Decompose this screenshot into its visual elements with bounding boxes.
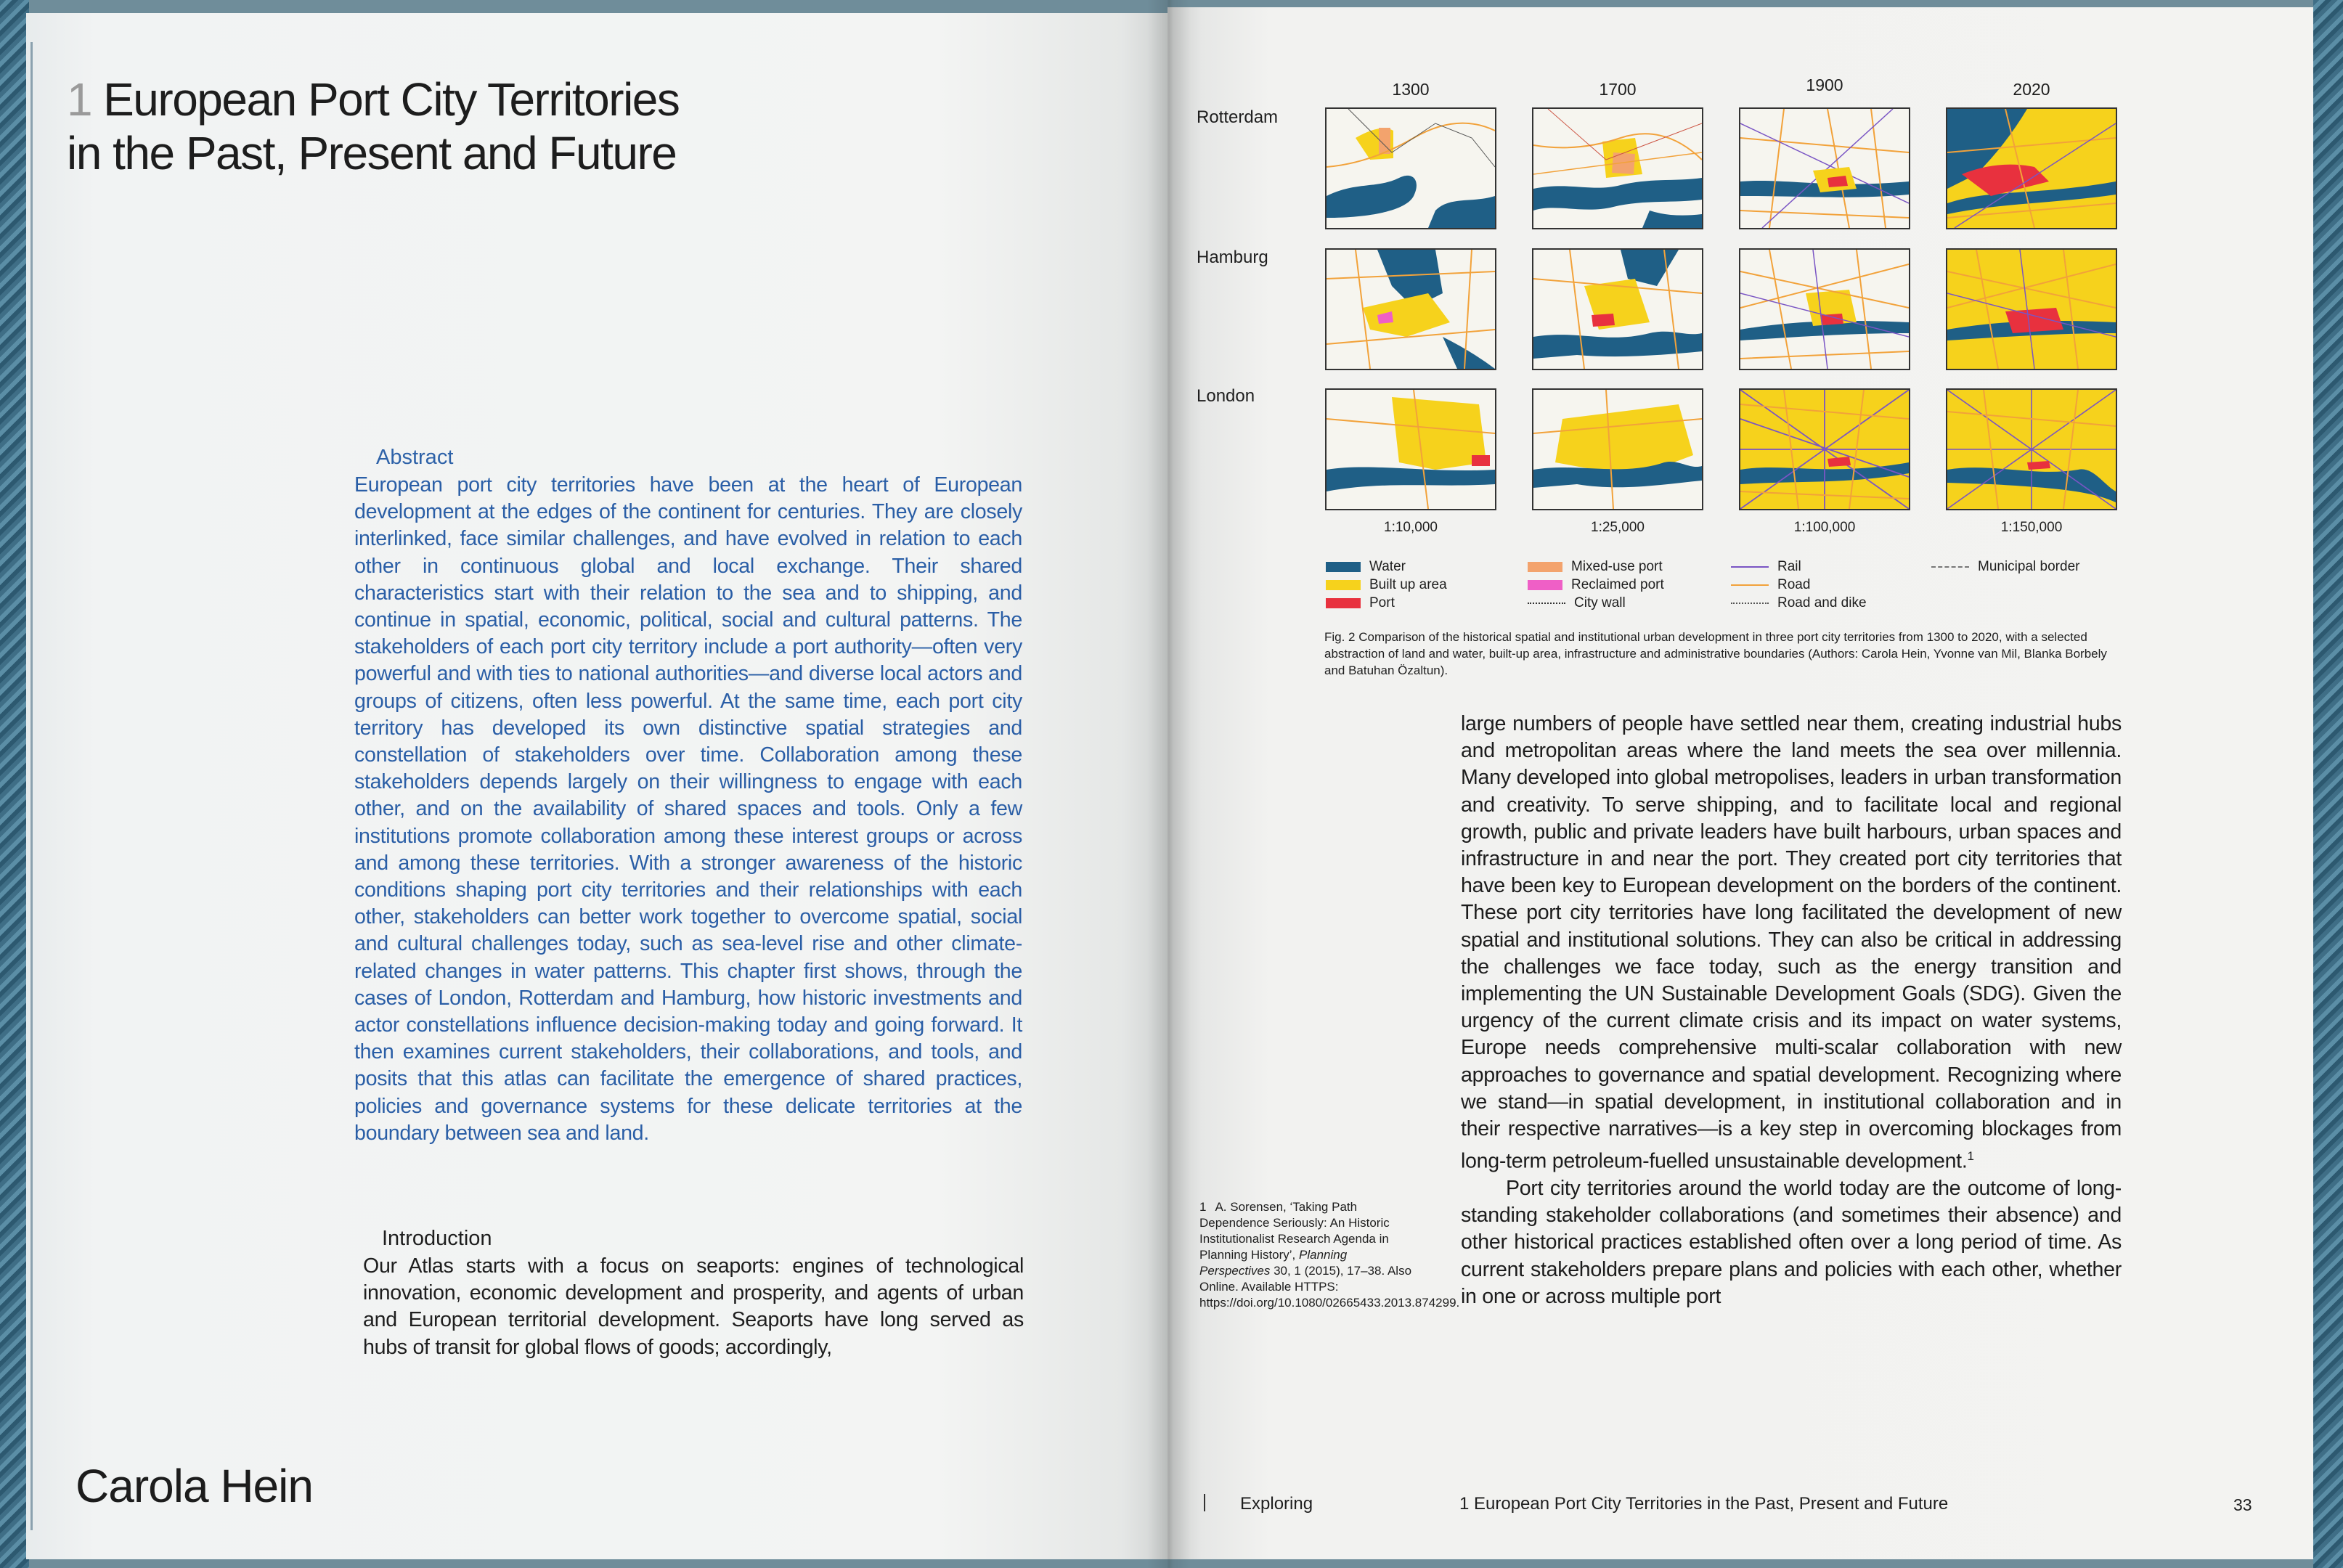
cover-edge-left: [0, 0, 29, 1568]
map-rotterdam-1700: [1532, 107, 1703, 229]
footnote-reference: 1: [1967, 1149, 1974, 1164]
map-london-1700: [1532, 388, 1703, 510]
legend-mixed-use: [1528, 558, 1664, 576]
paragraph-2: Port city territories around the world today are the outcome of long-standing stakeholder collaborations (and sometimes their absence) and other historical practices established often over a long period of time. As current stakeholders prepare plans and policies with each other, whether in one or across multiple port: [1461, 1176, 2122, 1308]
chapter-title-line-2: in the Past, Present and Future: [67, 127, 677, 179]
footer-section: Exploring: [1240, 1494, 1313, 1514]
paragraph-1-text: large numbers of people have settled near them, creating industrial hubs and metropolitan areas where the land meets the sea over millennia. Many developed into global metropolises, leaders in urban transformation and creativity. To serve shipping, and to facilitate local and regional growth, public and private leaders have built harbours, urban spaces and infrastructure in and near the port. They created port city territories that have been key to European development on the borders of the continent. These port city territories have long facilitated the development of new spatial and institutional solutions. They can also be critical in addressing the challenges we face today, such as the energy transition and implementing the UN Sustainable Development Goals (SDG). Given the urgency of the current climate crisis and its impact on water systems, Europe needs comprehensive multi-scalar collaboration with new approaches to governance and spatial development. Recognizing where we stand—in spatial development, in institutional collaboration and in their respective narratives—is a key step in overcoming blockages from long-term petroleum-fuelled unsustainable development.: [1461, 712, 2122, 1173]
map-rotterdam-1900: [1739, 107, 1910, 229]
map-hamburg-1900: [1739, 248, 1910, 370]
introduction-heading: Introduction: [382, 1227, 492, 1250]
legend-column-1: [1326, 558, 1447, 612]
year-label-1300: 1300: [1392, 80, 1430, 99]
map-rotterdam-2020: [1946, 107, 2117, 229]
introduction-text: Our Atlas starts with a focus on seaports: engines of technological innovation, economic development and prosperity, and agents of urban and European territorial development. Seaports have long served as hubs of transit for global flows of goods; accordingly,: [363, 1254, 1024, 1359]
right-page-body: [1461, 711, 2122, 1310]
reclaimed-swatch: [1528, 580, 1562, 590]
city-label-london: London: [1197, 386, 1255, 406]
footnote-journal: Planning Perspectives: [1199, 1248, 1348, 1278]
legend-rail: [1731, 558, 1867, 576]
port-swatch: [1326, 598, 1361, 608]
map-london-1900: [1739, 388, 1910, 510]
city-wall-swatch: [1528, 603, 1565, 604]
legend-port: [1326, 594, 1447, 612]
city-label-hamburg: Hamburg: [1197, 248, 1268, 267]
legend-reclaimed: [1528, 576, 1664, 594]
water-swatch: [1326, 562, 1361, 572]
municipal-swatch: [1931, 566, 1969, 568]
map-london-1300: [1325, 388, 1496, 510]
legend-water: [1326, 558, 1447, 576]
abstract-heading: Abstract: [376, 446, 454, 469]
legend-column-4: [1931, 558, 2079, 576]
mixed-use-swatch: [1528, 562, 1562, 572]
legend-water-label: Water: [1369, 559, 1406, 574]
footnote: [1199, 1199, 1460, 1311]
map-hamburg-1700: [1532, 248, 1703, 370]
map-hamburg-1300: [1325, 248, 1496, 370]
legend-city-wall-label: City wall: [1574, 595, 1626, 611]
cover-edge-right: [2313, 0, 2343, 1568]
year-label-1900: 1900: [1806, 75, 1843, 94]
year-label-2020: 2020: [2013, 80, 2050, 99]
map-rotterdam-1300: [1325, 107, 1496, 229]
scale-label-2020: 1:150,000: [2000, 520, 2063, 535]
legend-road-dike-label: Road and dike: [1777, 595, 1867, 611]
paragraph-1: [1461, 711, 2122, 1175]
scale-label-1700: 1:25,000: [1591, 520, 1645, 535]
road-swatch: [1731, 584, 1769, 586]
built-up-swatch: [1326, 580, 1361, 590]
legend-column-2: [1528, 558, 1664, 612]
legend-municipal: [1931, 558, 2079, 576]
rail-swatch: [1731, 566, 1769, 568]
legend-rail-label: Rail: [1777, 559, 1801, 574]
legend-built-up-label: Built up area: [1369, 577, 1447, 592]
chapter-title: [67, 73, 679, 180]
footnote-text-a: A. Sorensen, ‘Taking Path Dependence Seriously: An Historic Institutionalist Research Agenda in Planning History’,: [1199, 1200, 1390, 1262]
city-label-rotterdam: Rotterdam: [1197, 107, 1279, 127]
page-number: 33: [2233, 1495, 2252, 1514]
chapter-number: 1: [67, 73, 92, 126]
footer-chapter: 1 European Port City Territories in the Past, Present and Future: [1459, 1494, 1949, 1514]
map-london-2020: [1946, 388, 2117, 510]
footnote-number: 1: [1199, 1200, 1207, 1214]
legend-road: [1731, 576, 1867, 594]
figure-caption: Fig. 2 Comparison of the historical spatial and institutional urban development in three port city territories from 1300 to 2020, with a selected abstraction of land and water, built-up area, infrastructure and administrative boundaries (Authors: Carola Hein, Yvonne van Mil, Blanka Borbely and Batuhan Özaltun).: [1324, 630, 2107, 677]
scale-label-1300: 1:10,000: [1384, 520, 1438, 535]
legend-mixed-use-label: Mixed-use port: [1571, 559, 1663, 574]
footer-bar: [1204, 1494, 1205, 1511]
map-hamburg-2020: [1946, 248, 2117, 370]
legend-built-up: [1326, 576, 1447, 594]
legend-column-3: [1731, 558, 1867, 612]
legend-port-label: Port: [1369, 595, 1395, 611]
legend-road-dike: [1731, 594, 1867, 612]
legend-city-wall: [1528, 594, 1664, 612]
year-label-1700: 1700: [1599, 80, 1637, 99]
chapter-title-line-1: European Port City Territories: [103, 73, 680, 126]
footnote-text-b: 30, 1 (2015), 17–38. Also Online. Available HTTPS: https://doi.org/10.1080/02665433.2013.874299.: [1199, 1264, 1460, 1310]
legend-municipal-label: Municipal border: [1978, 559, 2080, 574]
legend-reclaimed-label: Reclaimed port: [1571, 577, 1664, 592]
abstract-text: European port city territories have been at the heart of European development at the edges of the continent for centuries. They are closely interlinked, face similar challenges, and have evolved in relation to each other in continuous global and local exchange. Their shared characteristics start with their relation to the sea and to shipping, and continue in spatial, economic, political, social and cultural patterns. The stakeholders of each port city territory include a port authority—often very powerful and with ties to national authorities—and diverse local actors and groups of citizens, often less powerful. At the same time, each port city territory has developed its own distinctive spatial strategies and constellation of stakeholders over time. Collaboration among these stakeholders depends largely on their willingness to engage with each other, and on the availability of shared spaces and tools. Only a few institutions promote collaboration among these interest groups or across and among these territories. With a stronger awareness of the historic conditions shaping port city territories and their relationships with each other, stakeholders can better work together to overcome spatial, social and cultural challenges today, such as sea-level rise and other climate-related changes in water patterns. This chapter first shows, through the cases of London, Rotterdam and Hamburg, how historic investments and actor constellations influence decision-making today and going forward. It then examines current stakeholders, their collaborations, and tools, and posits that this atlas can facilitate the emergence of shared practices, policies and governance systems for these delicate territories at the boundary between sea and land.: [354, 473, 1022, 1145]
page-edge-line: [30, 42, 33, 1530]
author-name: Carola Hein: [76, 1460, 313, 1512]
legend-road-label: Road: [1777, 577, 1811, 592]
scale-label-1900: 1:100,000: [1793, 520, 1856, 535]
road-dike-swatch: [1731, 603, 1769, 604]
